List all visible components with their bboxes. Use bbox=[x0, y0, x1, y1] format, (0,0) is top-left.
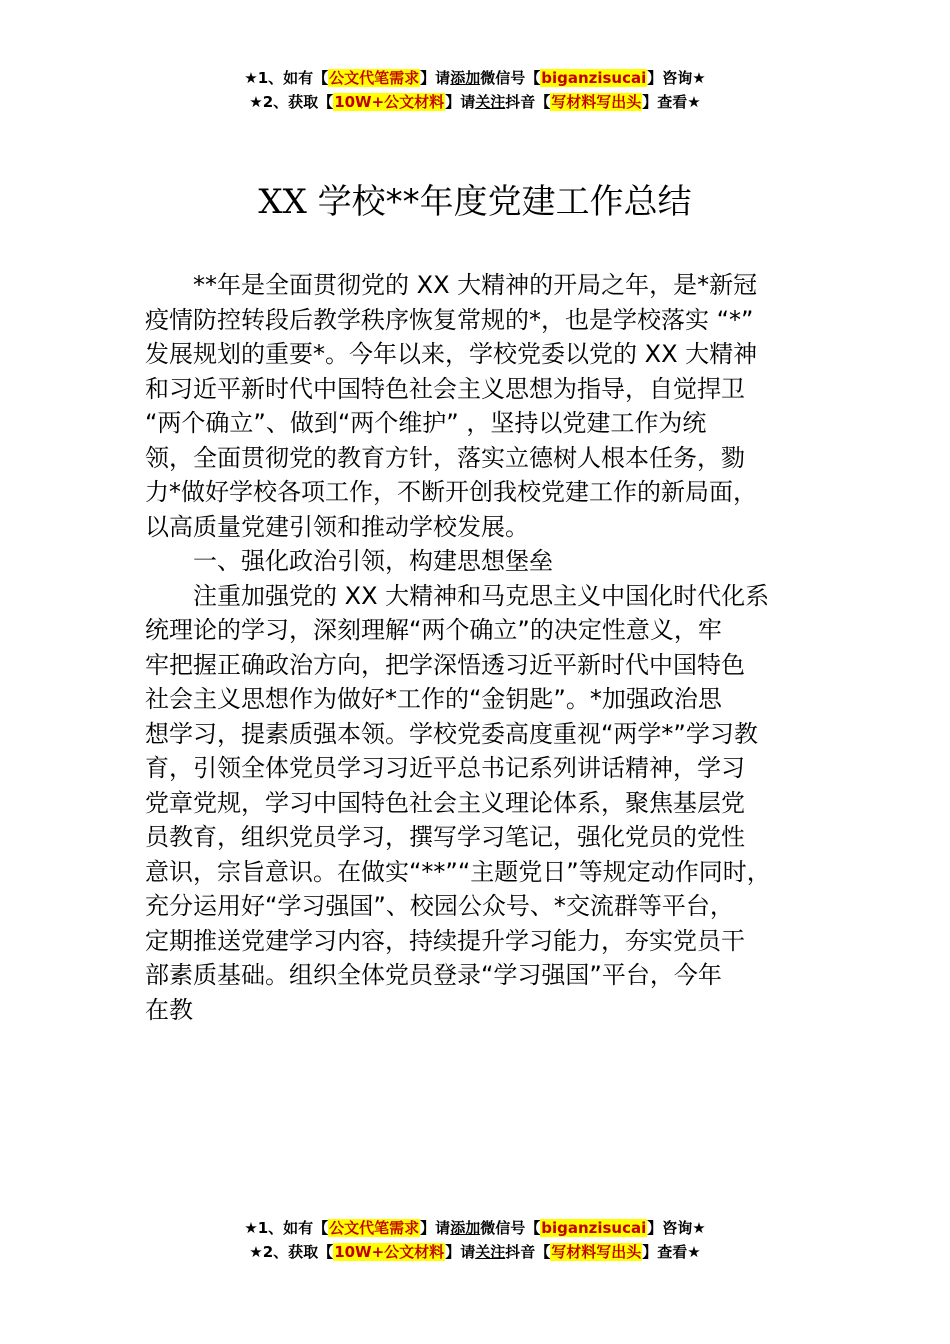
underlined-add: 添加 bbox=[450, 69, 481, 87]
highlight-service: 公文代笔需求 bbox=[329, 69, 420, 87]
body-line: 统理论的学习，深刻理解“两个确立”的决定性意义，牢 bbox=[145, 616, 722, 644]
banner-text: 抖音【 bbox=[505, 1243, 551, 1261]
banner-text: 微信号【 bbox=[480, 69, 541, 87]
banner-line-2 bbox=[0, 1240, 950, 1264]
banner-line-1 bbox=[0, 1216, 950, 1240]
banner-text: 】请 bbox=[420, 69, 451, 87]
banner-line-1 bbox=[0, 66, 950, 90]
banner-text: 抖音【 bbox=[505, 93, 551, 111]
body-line: 疫情防控转段后教学秩序恢复常规的*，也是学校落实 “*” bbox=[145, 305, 754, 334]
highlight-wechat-id: biganzisucai bbox=[541, 1219, 647, 1237]
underlined-add: 添加 bbox=[450, 1219, 481, 1237]
document-body bbox=[145, 268, 835, 1027]
body-line: 发展规划的重要*。今年以来，学校党委以党的 XX 大精神 bbox=[145, 340, 758, 368]
banner-text: 】查看★ bbox=[642, 1243, 701, 1261]
underlined-follow: 关注 bbox=[475, 1243, 506, 1261]
highlight-wechat-id: biganzisucai bbox=[541, 69, 647, 87]
footer-banner bbox=[0, 1216, 950, 1264]
body-line: **年是全面贯彻党的 XX 大精神的开局之年，是*新冠 bbox=[145, 271, 758, 299]
banner-text: ★2、获取【 bbox=[249, 1243, 334, 1261]
banner-text: 】请 bbox=[445, 93, 476, 111]
body-line: 充分运用好“学习强国”、校园公众号、*交流群等平台， bbox=[145, 892, 734, 920]
body-line: 育，引领全体党员学习习近平总书记系列讲话精神，学习 bbox=[145, 754, 745, 782]
banner-text: 】咨询★ bbox=[647, 69, 706, 87]
body-line: 意识，宗旨意识。在做实“**”“主题党日”等规定动作同时， bbox=[145, 857, 771, 886]
body-line: 员教育，组织党员学习，撰写学习笔记，强化党员的党性 bbox=[145, 823, 745, 851]
body-line: 在教 bbox=[145, 995, 193, 1024]
body-line: “两个确立”、做到“两个维护” ，坚持以党建工作为统 bbox=[145, 409, 707, 437]
body-line: 领，全面贯彻党的教育方针，落实立德树人根本任务，勠 bbox=[145, 443, 745, 472]
banner-text: 】咨询★ bbox=[647, 1219, 706, 1237]
banner-text: ★1、如有【 bbox=[244, 1219, 329, 1237]
banner-line-2 bbox=[0, 90, 950, 114]
banner-text: 】请 bbox=[445, 1243, 476, 1261]
section-heading: 一、强化政治引领，构建思想堡垒 bbox=[193, 547, 553, 575]
header-banner bbox=[0, 66, 950, 114]
body-line: 以高质量党建引领和推动学校发展。 bbox=[145, 512, 529, 541]
title-text: 学校**年度党建工作总结 bbox=[306, 182, 692, 222]
banner-text: 】查看★ bbox=[642, 93, 701, 111]
highlight-douyin: 写材料写出头 bbox=[551, 1243, 642, 1261]
body-line: 定期推送党建学习内容，持续提升学习能力，夯实党员干 bbox=[145, 926, 745, 955]
title-latin: XX bbox=[258, 182, 307, 222]
body-line: 牢把握正确政治方向，把学深悟透习近平新时代中国特色 bbox=[145, 650, 745, 679]
document-title bbox=[0, 180, 950, 224]
underlined-follow: 关注 bbox=[475, 93, 506, 111]
body-line: 力*做好学校各项工作，不断开创我校党建工作的新局面， bbox=[145, 478, 757, 506]
highlight-materials: 10W+公文材料 bbox=[334, 1243, 445, 1261]
body-line: 社会主义思想作为做好*工作的“金钥匙”。*加强政治思 bbox=[145, 685, 722, 713]
banner-text: ★2、获取【 bbox=[249, 93, 334, 111]
banner-text: 微信号【 bbox=[480, 1219, 541, 1237]
body-line: 和习近平新时代中国特色社会主义思想为指导，自觉捍卫 bbox=[145, 374, 745, 403]
banner-text: ★1、如有【 bbox=[244, 69, 329, 87]
body-line: 注重加强党的 XX 大精神和马克思主义中国化时代化系 bbox=[145, 581, 770, 610]
body-line: 想学习，提素质强本领。学校党委高度重视“两学*”学习教 bbox=[145, 719, 758, 748]
highlight-douyin: 写材料写出头 bbox=[551, 93, 642, 111]
highlight-service: 公文代笔需求 bbox=[329, 1219, 420, 1237]
body-line: 部素质基础。组织全体党员登录“学习强国”平台，今年 bbox=[145, 961, 722, 989]
body-line: 党章党规，学习中国特色社会主义理论体系，聚焦基层党 bbox=[145, 788, 745, 817]
highlight-materials: 10W+公文材料 bbox=[334, 93, 445, 111]
banner-text: 】请 bbox=[420, 1219, 451, 1237]
